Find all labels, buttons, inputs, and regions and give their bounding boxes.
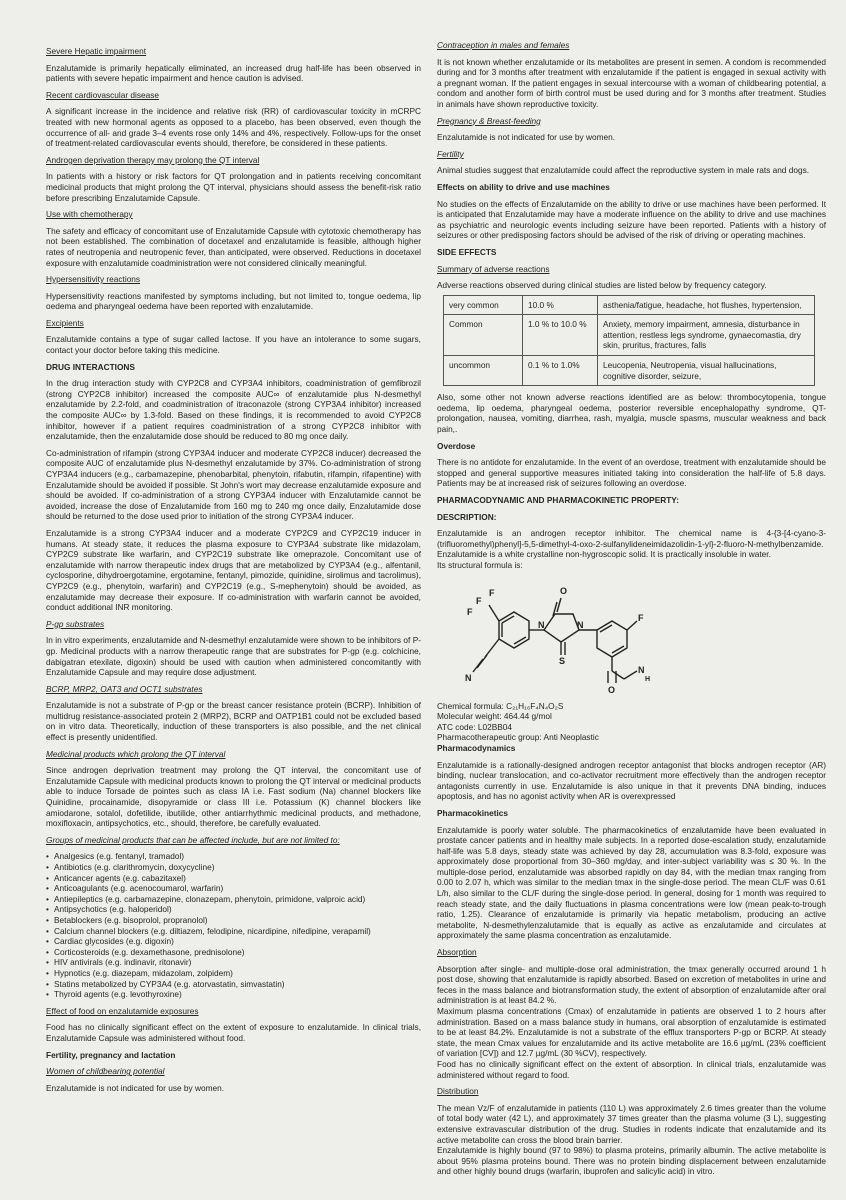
table-cell: uncommon xyxy=(444,356,523,386)
section-text: Enzalutamide is not indicated for use by women. xyxy=(437,132,616,143)
atom-label: O xyxy=(560,585,568,596)
section-text: Animal studies suggest that enzalutamide could affect the reproductive system in male rats and dogs. xyxy=(437,165,810,176)
molecule-bonds xyxy=(473,595,637,683)
table-cell: 0.1 % to 1.0% xyxy=(523,356,598,386)
section-heading: SIDE EFFECTS xyxy=(437,246,497,257)
section-text: Absorption after single- and multiple-dose oral administration, the tmax generally occurred around 1 h post dose, showing that enzalutamide is rapidly absorbed. Based on excretion of metabolites in urine and feces in the mass balance and biotransformation study, the extent of absorption of enzalutamide after oral administration is at least 84.2 %. xyxy=(437,963,826,1006)
section-text: Since androgen deprivation treatment may prolong the QT interval, the concomitant use of Enzalutamide Capsule with medicinal products known to prolong the QT interval or medicinal products able to induce Torsade de pointes such as class IA i.e. Fast sodium (Na) channel blockers like Quinidine, procainamide, disopyramide or class III i.e. Potassium (K) channel blockers like amiodarone, sotalol, dofetilide, ibutilide, other antiarrhythmic medicinal products, and methadone, moxifloxacin, antipsychotics, etc., should, therefore, be carefully evaluated. xyxy=(46,765,421,829)
section-text: The mean Vz/F of enzalutamide in patients (110 L) was approximately 2.6 times greater than the volume of total body water (42 L), and approximately 37 times greater than the plasma volume (3 L), suggesting extensive extravascular distribution of the drug. Studies in rodents indicate that enzalutamide and its active metabolite can cross the blood brain barrier. xyxy=(437,1102,826,1145)
section-pharmacology xyxy=(437,495,826,941)
section-contraception xyxy=(437,40,826,110)
section-text: No studies on the effects of Enzalutamide on the ability to drive or use machines have been performed. It is anticipated that Enzalutamide may have a moderate influence on the ability to drive and use machines as psychiatric and neurologic events including seizure have been reported. Patients with a history of seizures or other predisposing factors should be advised of the risk of driving or operating machines. xyxy=(437,198,826,241)
section-drug-interactions xyxy=(46,362,421,613)
atom-label: N xyxy=(465,672,472,683)
section-heading: Distribution xyxy=(437,1086,479,1097)
section-qt xyxy=(46,155,421,203)
atom-label: S xyxy=(559,655,566,666)
table-cell: 1.0 % to 10.0 % xyxy=(523,315,598,356)
atc-code: ATC code: L02BB04 xyxy=(437,721,513,732)
atom-label: F xyxy=(638,612,644,623)
section-text: Enzalutamide is not indicated for use by women. xyxy=(46,1082,225,1093)
list-item: • Analgesics (e.g. fentanyl, tramadol) xyxy=(46,851,421,862)
section-heading: Effects on ability to drive and use machines xyxy=(437,181,610,192)
section-text: In patients with a history or risk factors for QT prolongation and in patients receiving concomitant medicinal products that might prolong the QT interval, physicians should assess the benefit-risk ratio before prescribing Enzalutamide Capsule. xyxy=(46,171,421,203)
section-fertility xyxy=(46,1050,421,1094)
structural-formula xyxy=(437,571,826,701)
molecular-weight: Molecular weight: 464.44 g/mol xyxy=(437,711,552,722)
section-text: Maximum plasma concentrations (Cmax) of enzalutamide in patients are observed 1 to 2 hours after administration. Based on a mass balance study in humans, oral absorption of enzalutamide is estimated to be at least 84.2%. Enzalutamide is not a substrate of the efflux transporters P-gp or BCRP. At steady state, the mean Cmax values for enzalutamide and its active metabolite are 16.6 µg/mL (23% coefficient of variation [CV]) and 12.7 µg/mL (30 %CV), respectively. xyxy=(437,1006,826,1059)
section-heading: P-gp substrates xyxy=(46,618,105,629)
atom-label: F xyxy=(467,606,473,617)
section-heading: Fertility, pregnancy and lactation xyxy=(46,1049,176,1060)
section-text: Enzalutamide is highly bound (97 to 98%) to plasma proteins, primarily albumin. The active metabolite is about 95% plasma proteins bound. There was no protein binding displacement between enzalutamide and other highly bound drugs (warfarin, ibuprofen and salicylic acid) in vitro. xyxy=(437,1145,826,1177)
section-heading: Fertility xyxy=(437,148,464,159)
table-row xyxy=(444,315,815,356)
pharmacotherapeutic-group: Pharmacotherapeutic group: Anti Neoplastic xyxy=(437,732,599,743)
list-item: • HIV antivirals (e.g. indinavir, ritonavir) xyxy=(46,957,421,968)
section-cardiovascular xyxy=(46,90,421,149)
table-cell: very common xyxy=(444,295,523,315)
section-heading: Severe Hepatic impairment xyxy=(46,46,147,56)
adverse-reactions-table xyxy=(443,295,815,387)
atom-label: F xyxy=(476,595,482,606)
section-heading: Medicinal products which prolong the QT interval xyxy=(46,748,226,759)
section-heading: Absorption xyxy=(437,947,477,958)
section-excipients xyxy=(46,318,421,356)
atom-label: O xyxy=(608,684,616,695)
section-heading: Groups of medicinal products that can be affected include, but are not limited to: xyxy=(46,834,340,845)
section-text: Food has no clinically significant effect on the extent of absorption. In clinical trials, enzalutamide was administered without regard to food. xyxy=(437,1058,826,1080)
section-driving xyxy=(437,182,826,241)
section-side-effects xyxy=(437,247,826,435)
list-item: • Thyroid agents (e.g. levothyroxine) xyxy=(46,989,421,1000)
subsection-heading: Pharmacodynamics xyxy=(437,742,516,753)
section-heading: PHARMACODYNAMIC AND PHARMACOKINETIC PROPERTY: xyxy=(437,495,679,505)
section-pgp xyxy=(46,619,421,678)
list-item: • Calcium channel blockers (e.g. diltiazem, felodipine, nicardipine, nifedipine, verapamil) xyxy=(46,926,421,937)
section-text: Enzalutamide contains a type of sugar called lactose. If you have an intolerance to some sugars, contact your doctor before taking this medicine. xyxy=(46,334,421,356)
section-heading: DRUG INTERACTIONS xyxy=(46,361,135,372)
subsection-heading: Women of childbearing potential xyxy=(46,1066,165,1077)
atom-label: F xyxy=(489,587,495,598)
list-item: • Antipsychotics (e.g. haloperidol) xyxy=(46,904,421,915)
table-cell: Anxiety, memory impairment, amnesia, disturbance in attention, restless legs syndrome, gynaecomastia, dry skin, pruritus, fractures, falls xyxy=(598,315,815,356)
section-text: The safety and efficacy of concomitant use of Enzalutamide Capsule with cytotoxic chemotherapy has not been established. The combination of docetaxel and enzalutamide is feasible, although higher rates of neutropenia and neutropenic fever, than anticipated, were observed. Reductions in docetaxel exposure with enzalutamide coadministration were not considered clinically meaningful. xyxy=(46,225,421,268)
section-heading: Contraception in males and females xyxy=(437,40,570,50)
table-cell: Common xyxy=(444,315,523,356)
table-cell: asthenia/fatigue, headache, hot flushes, hypertension, xyxy=(598,295,815,315)
section-groups xyxy=(46,835,421,1000)
section-heading: Recent cardiovascular disease xyxy=(46,89,159,100)
section-absorption xyxy=(437,947,826,1080)
section-text: In the drug interaction study with CYP2C8 and CYP3A4 inhibitors, coadministration of gemfibrozil (strong CYP2C8 inhibitor) increased the composite AUC∞ of enzalutamide plus N-desmethyl enzalutamide by 2.2-fold, and coadministration of itraconazole (strong CYP3A4 inhibitor) increased the composite AUC∞ by 1.3-fold. Based on these findings, it is recommended to avoid CYP2C8 inhibitor, however if a patient requires coadministration of a strong CYP2C8 inhibitor with enzalutamide, then the enzalutamide dose should be reduced to 80 mg once daily. xyxy=(46,378,421,442)
table-cell: Leucopenia, Neutropenia, visual hallucinations, cognitive disorder, seizure, xyxy=(598,356,815,386)
list-item: • Betablockers (e.g. bisoprolol, propranolol) xyxy=(46,915,421,926)
table-row xyxy=(444,295,815,315)
section-heading: Hypersensitivity reactions xyxy=(46,274,141,285)
section-chemotherapy xyxy=(46,209,421,268)
atom-label: H xyxy=(645,675,651,683)
section-text: Co-administration of rifampin (strong CYP3A4 inducer and moderate CYP2C8 inducer) decreased the composite AUC of enzalutamide plus N-desmethyl enzalutamide by 37%. Co-administration of strong CYP3A4 inducers (e.g., carbamazepine, phenobarbital, phenytoin, rifabutin, rifampin, rifapentine) with Enzalutamide should be avoided if possible. St John's wort may decrease enzalutamide exposure and should be avoided. If co-administration of a strong CYP3A4 inducer with Enzalutamide cannot be avoided, increase the dose of Enzalutamide from 160 mg to 240 mg once daily, Enzalutamide dose should be returned to the dose used prior to initiation of the strong CYP3A4 inducer. xyxy=(46,447,421,522)
section-heading: Use with chemotherapy xyxy=(46,209,133,220)
right-column xyxy=(437,40,826,1180)
section-text: There is no antidote for enzalutamide. In the event of an overdose, treatment with enzalutamide should be stopped and general supportive measures initiated taking into consideration the half-life of 5.8 days. Patients may be at increased risk of seizures following an overdose. xyxy=(437,457,826,489)
section-overdose xyxy=(437,441,826,489)
list-item: • Corticosteroids (e.g. dexamethasone, prednisolone) xyxy=(46,947,421,958)
table-row xyxy=(444,356,815,386)
section-hepatic xyxy=(46,46,421,84)
section-food xyxy=(46,1006,421,1044)
section-text: Enzalutamide is an androgen receptor inhibitor. The chemical name is 4-{3-[4-cyano-3-(trifluoromethyl)phenyl]-5,5-dimethyl-4-oxo-2-sulfanylideneimidazolidin-1-yl}-2-fluoro-N-methylbenzamide. Enzalutamide is a white crystalline non-hygroscopic solid. It is practically insoluble in water. xyxy=(437,528,826,560)
section-text: Enzalutamide is poorly water soluble. The pharmacokinetics of enzalutamide have been evaluated in prostate cancer patients and in healthy male subjects. In a reported dose-escalation study, enzalutamide half-life was 5.8 days, steady state was achieved by day 28, accumulation was 8.3-fold, exposure was approximately dose proportional from 30–360 mg/day, and inter-subject variability was ≤ 30 %. In the multiple-dose period, enzalutamide was absorbed rapidly on day 84, with the median tmax ranging from 0.00 to 2.07 h, which was similar to the median tmax in the single-dose period. The mean CL/F was 0.61 L/h, also similar to the CL/F during the single-dose period. In general, dosing for 1 month was required to reach steady state, and the daily fluctuations in plasma concentrations were low (mean peak-to-trough ratio, 1.25). Clearance of enzalutamide is primarily via hepatic metabolism, producing an active metabolite, N-desmethylenzalutamide that is equally as active as enzalutamide and circulates at approximately the same plasma concentration as enzalutamide. xyxy=(437,824,826,941)
section-heading: Excipients xyxy=(46,317,84,328)
section-heading: Androgen deprivation therapy may prolong the QT interval xyxy=(46,154,260,165)
section-qt-products xyxy=(46,749,421,829)
section-heading: Overdose xyxy=(437,440,476,451)
left-column xyxy=(46,40,421,1180)
list-item: • Anticancer agents (e.g. cabazitaxel) xyxy=(46,873,421,884)
section-heading: Effect of food on enzalutamide exposures xyxy=(46,1005,199,1016)
list-item: • Antiepileptics (e.g. carbamazepine, clonazepam, phenytoin, primidone, valproic acid) xyxy=(46,894,421,905)
section-text: Its structural formula is: xyxy=(437,559,523,570)
section-text: In in vitro experiments, enzalutamide and N-desmethyl enzalutamide were shown to be inhibitors of P-gp. Medicinal products with a narrow therapeutic range that are substrates for P-gp (e.g. colchicine, dabigatran etexilate, digoxin) should be used with caution when administered concomitantly with Enzalutamide Capsule and may require dose adjustment. xyxy=(46,635,421,678)
subsection-heading: DESCRIPTION: xyxy=(437,511,497,522)
section-text: Enzalutamide is a strong CYP3A4 inducer and a moderate CYP2C9 and CYP2C19 inducer in humans. At steady state, it reduces the plasma exposure to CYP3A4 substrate like midazolam, CYP2C9 substrate like warfarin, and CYP2C19 substrate like omeprazole. Concomitant use of enzalutamide with narrow therapeutic index drugs that are metabolized by CYP3A4 (e.g., alfentanil, cyclosporine, dihydroergotamine, ergotamine, fentanyl, pimozide, quinidine, sirolimus and tacrolimus), CYP2C9 (e.g., phenytoin, warfarin) and CYP2C19 (e.g., S-mephenytoin) should be avoided, as enzalutamide may decrease their exposure. If co-administration with warfarin cannot be avoided, conduct additional INR monitoring. xyxy=(46,527,421,613)
groups-list xyxy=(46,851,421,999)
atom-label: N xyxy=(577,619,584,630)
section-pregnancy xyxy=(437,116,826,143)
list-item: • Antibiotics (e.g. clarithromycin, doxycycline) xyxy=(46,862,421,873)
subsection-heading: Summary of adverse reactions xyxy=(437,263,550,274)
section-text: Food has no clinically significant effect on the extent of exposure to enzalutamide. In clinical trials, Enzalutamide Capsule was administered without food. xyxy=(46,1022,421,1043)
atom-label: N xyxy=(638,664,645,675)
subsection-heading: Pharmacokinetics xyxy=(437,807,509,818)
section-distribution xyxy=(437,1086,826,1177)
section-text: Hypersensitivity reactions manifested by symptoms including, but not limited to, tongue oedema, lip oedema and pharyngeal oedema have been reported with enzalutamide. xyxy=(46,290,421,312)
section-text: Adverse reactions observed during clinical studies are listed below by frequency category. xyxy=(437,280,767,291)
section-text: A significant increase in the incidence and relative risk (RR) of cardiovascular toxicity in mCRPC treated with new hormonal agents as opposed to a placebo, has been observed, even though the occurrence of all- and grade 3–4 events rose only 14% and 4%, respectively. Follow-ups for the onset of treatment-related cardiovascular events should, therefore, be considered in these patients. xyxy=(46,106,421,149)
list-item: • Hypnotics (e.g. diazepam, midazolam, zolpidem) xyxy=(46,968,421,979)
section-heading: Pregnancy & Breast-feeding xyxy=(437,115,541,126)
list-item: • Cardiac glycosides (e.g. digoxin) xyxy=(46,936,421,947)
section-text: Enzalutamide is not a substrate of P-gp or the breast cancer resistance protein (BCRP). Inhibition of multidrug resistance-associated protein 2 (MRP2), BCRP and OATP1B1 could not be excluded based on in vitro data. Theoretically, induction of these transporters is also possible, and the net clinical effect is presently unidentified. xyxy=(46,700,421,743)
list-item: • Statins metabolized by CYP3A4 (e.g. atorvastatin, simvastatin) xyxy=(46,979,421,990)
atom-label: N xyxy=(538,619,545,630)
list-item: • Anticoagulants (e.g. acenocoumarol, warfarin) xyxy=(46,883,421,894)
table-cell: 10.0 % xyxy=(523,295,598,315)
section-text: Also, some other not known adverse reactions identified are as below: thrombocytopenia, tongue oedema, lip oedema, pharyngeal oedema, posterior reversible encephalopathy syndrome, QT-prolongation, nausea, vomiting, diarrhea, rash, myalgia, muscle spasms, muscular weakness and back pain,. xyxy=(437,392,826,435)
chemical-formula: Chemical formula: C₂₁H₁₆F₄N₄O₂S xyxy=(437,700,564,711)
section-text: Enzalutamide is a rationally-designed androgen receptor antagonist that blocks androgen receptor (AR) binding, nuclear translocation, and co-activator recruitment more effectively than the androgen receptor antagonists currently in use. Enzalutamide is also unique in that it prevents DNA binding, induces apoptosis, and has no agonist activity when AR is overexpressed xyxy=(437,759,826,802)
section-bcrp xyxy=(46,684,421,743)
section-text: Enzalutamide is primarily hepatically eliminated, an increased drug half-life has been observed in patients with severe hepatic impairment and hence caution is advised. xyxy=(46,62,421,84)
section-heading: BCRP, MRP2, OAT3 and OCT1 substrates xyxy=(46,683,203,694)
section-text: It is not known whether enzalutamide or its metabolites are present in semen. A condom is recommended during and for 3 months after treatment with enzalutamide if the patient is engaged in sexual activity with a pregnant woman. If the patient engages in sexual intercourse with a woman of childbearing potential, a condom and another form of birth control must be used during and for 3 months after treatment. Studies in animals have shown reproductive toxicity. xyxy=(437,56,826,109)
section-hypersensitivity xyxy=(46,274,421,312)
section-fertility-animal xyxy=(437,149,826,176)
molecule-diagram xyxy=(437,571,826,701)
